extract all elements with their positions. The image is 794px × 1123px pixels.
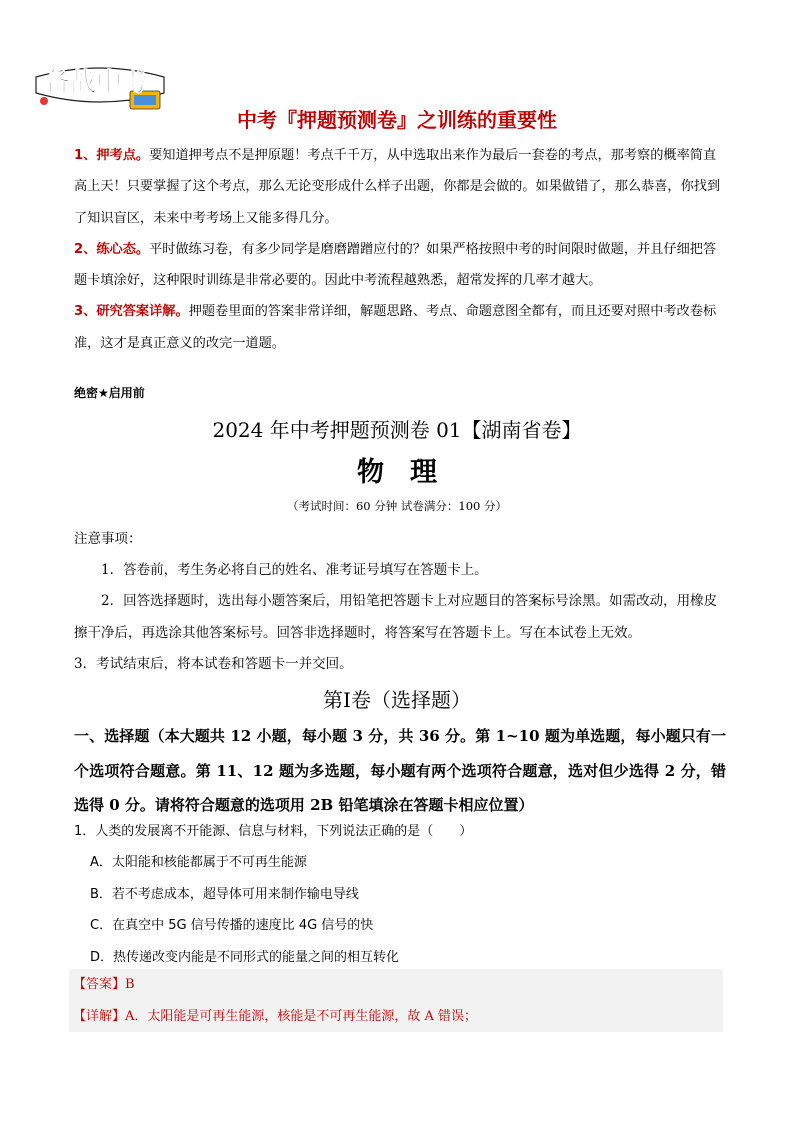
secret-label: 绝密★启用前	[74, 386, 145, 400]
notes	[74, 524, 726, 680]
svg-text:备战中考: 备战中考	[44, 68, 149, 98]
promo-item-label: 2、练心态。	[74, 241, 150, 257]
section-heading: 一、选择题（本大题共 12 小题，每小题 3 分，共 36 分。第 1~10 题为单选题，每小题只有一个选项符合题意。第 11、12 题为多选题，每小题有两个选项符合题意，选对但少选得 2 分，错选得 0 分。请将符合题意的选项用 2B 铅笔填涂在答题卡相应位置）	[74, 727, 726, 814]
note-item: 1．答卷前，考生务必将自己的姓名、准考证号填写在答题卡上。	[101, 562, 488, 579]
promo-section	[74, 140, 726, 359]
notes-title: 注意事项：	[74, 531, 142, 547]
answer-box	[69, 969, 723, 1032]
option-a: A．太阳能和核能都属于不可再生能源	[90, 855, 307, 871]
promo-item-text: 要知道押考点不是押原题！考点千千万，从中选取出来作为最后一套卷的考点，那考察的概率简直高上天！只要掌握了这个考点，那么无论变形成什么样子出题，你都是会做的。如果做错了，那么恭喜，你找到了知识盲区，未来中考考场上又能多得几分。	[74, 148, 721, 226]
part-title: 第Ⅰ卷（选择题）	[323, 688, 471, 712]
option-c: C．在真空中 5G 信号传播的速度比 4G 信号的快	[90, 918, 374, 934]
answer-line: 【答案】B	[73, 977, 135, 992]
promo-item	[74, 296, 726, 359]
note-item: 2．回答选择题时，选出每小题答案后，用铅笔把答题卡上对应题目的答案标号涂黑。如需改动，用橡皮擦干净后，再选涂其他答案标号。回答非选择题时，将答案写在答题卡上。写在本试卷上无效。	[74, 593, 718, 641]
option-b: B．若不考虑成本，超导体可用来制作输电导线	[90, 886, 359, 902]
detail-line: 【详解】A．太阳能是可再生能源，核能是不可再生能源，故 A 错误；	[73, 1008, 478, 1024]
note-item: 3．考试结束后，将本试卷和答题卡一并交回。	[74, 655, 353, 672]
promo-item-text: 平时做练习卷，有多少同学是磨磨蹭蹭应付的？如果严格按照中考的时间限时做题，并且仔细把答题卡填涂好，这种限时训练是非常必要的。因此中考流程越熟悉，超常发挥的几率才越大。	[74, 241, 717, 289]
exam-info: （考试时间：60 分钟 试卷满分：100 分）	[286, 499, 508, 513]
question-stem: 1．人类的发展离不开能源、信息与材料，下列说法正确的是（ ）	[74, 824, 473, 839]
promo-item-label: 1、押考点。	[74, 148, 150, 163]
promo-item-text: 押题卷里面的答案非常详细，解题思路、考点、命题意图全都有，而且还要对照中考改卷标准，这才是真正意义的改完一道题。	[74, 304, 717, 351]
promo-title: 中考『押题预测卷』之训练的重要性	[237, 108, 557, 132]
promo-item	[74, 140, 726, 234]
subject-title: 物理	[357, 457, 463, 488]
exam-title: 2024 年中考押题预测卷 01【湖南省卷】	[212, 418, 582, 442]
promo-item-label: 3、研究答案详解。	[74, 304, 189, 320]
option-d: D．热传递改变内能是不同形式的能量之间的相互转化	[90, 949, 400, 965]
question	[74, 816, 726, 973]
promo-item	[74, 234, 726, 297]
